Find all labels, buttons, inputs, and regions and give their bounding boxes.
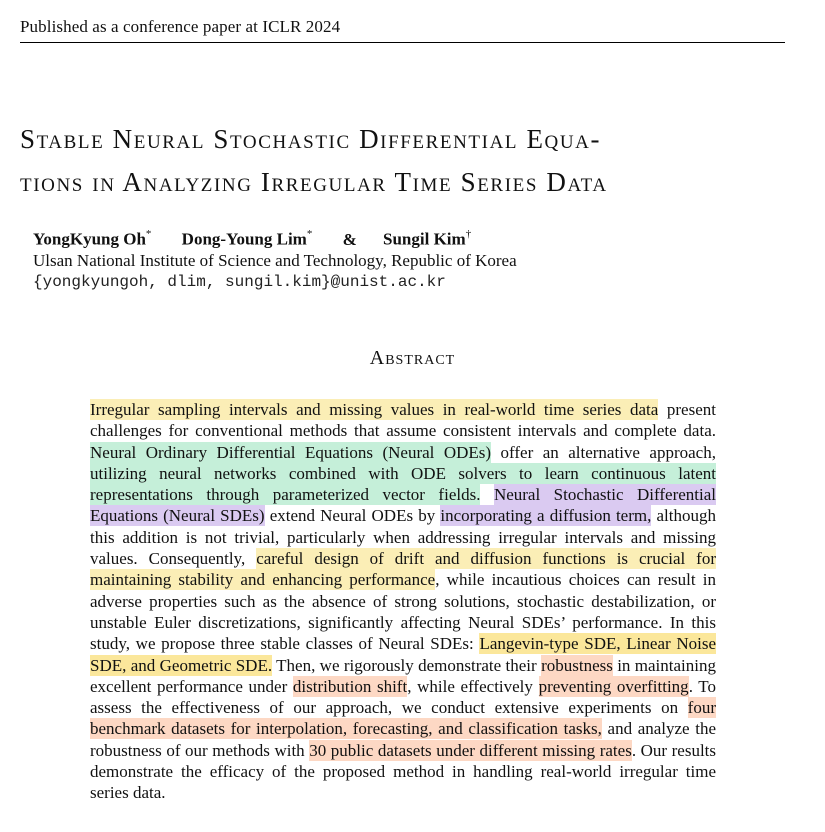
title-line-1: Stable Neural Stochastic Differential Equa- xyxy=(20,124,602,154)
title-line-2: tions in Analyzing Irregular Time Series Data xyxy=(20,167,608,197)
highlight-problem: Irregular sampling intervals and missing values in real-world time series data xyxy=(90,400,659,419)
author-ampersand: & xyxy=(342,229,357,249)
abstract-text: although this addition is not trivial, particularly when addressing irregular intervals and missing values. Consequently, xyxy=(90,506,716,569)
highlight-sde-classes: Langevin-type SDE, Linear Noise SDE, and Geometric SDE. xyxy=(90,634,716,675)
header-rule xyxy=(20,42,785,43)
author-footnote-mark: * xyxy=(145,228,152,240)
paper-title xyxy=(20,118,810,204)
abstract-text: in maintaining excellent performance under xyxy=(90,655,716,696)
conference-header: Published as a conference paper at ICLR 2024 xyxy=(20,17,341,36)
author-emails: {yongkyungoh, dlim, sungil.kim}@unist.ac.kr xyxy=(33,273,446,291)
highlight-careful-design: careful design of drift and diffusion functions is crucial for maintaining stability and enhancing performance xyxy=(90,549,716,590)
author-list xyxy=(33,229,471,250)
abstract-text: . To assess the effectiveness of our approach, we conduct extensive experiments on xyxy=(90,676,716,718)
highlight-benchmarks: four benchmark datasets for interpolation, forecasting, and classification tasks, xyxy=(90,698,716,739)
author-footnote-mark: † xyxy=(465,228,472,240)
abstract-text: Then, we rigorously demonstrate their xyxy=(272,655,542,675)
author-name: YongKyung Oh xyxy=(33,229,146,249)
highlight-ode-method: utilizing neural networks combined with ODE solvers to learn continuous latent representations through parameterized vector fields. xyxy=(90,463,716,505)
author-footnote-mark: * xyxy=(306,228,313,240)
highlight-public-datasets: 30 public datasets under different missing rates xyxy=(309,740,632,760)
highlight-neural-odes: Neural Ordinary Differential Equations (Neural ODEs) xyxy=(90,442,492,462)
highlight-distribution-shift: distribution shift xyxy=(292,676,408,696)
highlight-overfitting: preventing overfitting xyxy=(538,676,689,696)
abstract-text: , while effectively xyxy=(407,676,539,696)
affiliation: Ulsan National Institute of Science and Technology, Republic of Korea xyxy=(33,251,517,270)
abstract-heading: Abstract xyxy=(369,347,456,369)
abstract-text: extend Neural ODEs by xyxy=(264,506,441,526)
highlight-diffusion-term: incorporating a diffusion term, xyxy=(440,506,652,526)
abstract-text: present challenges for conventional methods that assume consistent intervals and complete data. xyxy=(90,400,716,441)
abstract-text: , while incautious choices can result in adverse properties such as the absence of strong solutions, stochastic destabilization, or unstable Euler discretizations, significantly affecting Neural SDEs’ performance. In this study, we propose three stable classes of Neural SDEs: xyxy=(90,570,716,654)
abstract-text: offer an alternative approach, xyxy=(491,442,716,462)
abstract-text: . Our results demonstrate the efficacy of the proposed method in handling real-world irregular time series data. xyxy=(90,740,717,803)
abstract-text: and analyze the robustness of our methods with xyxy=(90,719,716,760)
highlight-neural-sdes: Neural Stochastic Differential Equations (Neural SDEs) xyxy=(90,485,716,526)
abstract-body xyxy=(90,399,716,804)
author-name: Sungil Kim xyxy=(383,229,466,249)
author-name: Dong-Young Lim xyxy=(181,229,307,249)
abstract-text xyxy=(480,485,493,504)
highlight-robustness: robustness xyxy=(541,655,613,675)
